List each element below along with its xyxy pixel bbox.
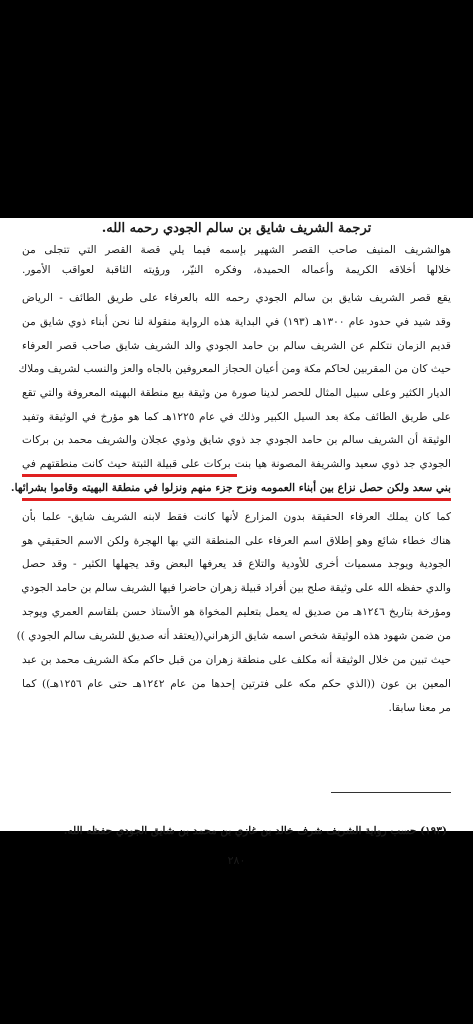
- page-number: ٢٨٠: [227, 854, 246, 867]
- body-line: مر معنا سابقا.: [388, 702, 451, 714]
- body-line: خلالها أخلاقه الكريمة وأعماله الحميدة، وفكره النيّر، ورؤيته الثاقبة لعواقب الأمور.: [22, 264, 451, 276]
- document-page: [0, 218, 473, 867]
- red-underline: [22, 474, 237, 477]
- body-line: يقع قصر الشريف شايق بن سالم الجودي رحمه الله بالعرفاء على طريق الطائف - الرياض: [22, 292, 451, 304]
- body-line: على طريق الطائف مكة بعد السيل الكبير وذلك في عام ١٢٢٥هـ كما هو مؤرخ في الوثيقة وتفيد: [22, 411, 451, 423]
- body-line: وقد شيد في حدود عام ١٣٠٠هـ (١٩٣) في البداية هذه الرواية منقولة لنا نحن أبناء ذوي شايق من: [22, 316, 451, 328]
- body-line: الديار الكثير وعلى سبيل المثال للحصر لدينا صورة من وثيقة بيع منطقة البهيته المعروفة والتي تقع: [22, 387, 451, 399]
- footnote-divider: [331, 792, 451, 793]
- body-line: الجودية ويوجد مسميات أخرى للأودية والتلاع قد يعرفها البعض وقد يجهلها الكثير - وقد حصل: [22, 558, 451, 570]
- body-line: هوالشريف المنيف صاحب القصر الشهير بإسمه فيما يلي قصة القصر التي تتجلى من: [22, 244, 451, 256]
- footnote: (١٩٣) حسب رواية الشريف شرف خالد بن غازي بن محمد بن شايق الجودي حفظه الله.: [63, 825, 447, 837]
- body-line-highlighted: بني سعد ولكن حصل نزاع بين أبناء العمومه ونزح جزء منهم ونزلوا في منطقة البهيته وقاموا بشرائها.: [10, 482, 451, 494]
- page-title: ترجمة الشريف شايق بن سالم الجودي رحمه الله.: [101, 221, 372, 236]
- body-line: الوثيقة أن الشريف سالم بن حامد الجودي جد ذوي شايق وذوي عجلان والشريف محمد بن بركات: [22, 434, 451, 446]
- body-line: الجودي جد ذوي سعيد والشريفة المصونة هيا بنت بركات على قبيلة الثبتة حيث كانت منطقتهم في: [22, 458, 451, 470]
- body-line: حيث كان من المقربين لحاكم مكة ومن أعيان الحجاز المعروفين بالجاه والعز والنسب لشريف وملاك: [18, 363, 451, 375]
- body-line: والدي حفظه الله على وثيقة صلح بين أفراد قبيلة زهران حاضرا فيها الشريف سالم بن حامد الجودي: [21, 582, 451, 594]
- body-line: ومؤرخة بتاريخ ١٢٤٦هـ من صديق له يعمل بتعليم المخواة هو الأستاذ حسن بلقاسم العمري ويوجد: [22, 606, 452, 618]
- body-line: قديم الزمان نتكلم عن الشريف سالم بن حامد الجودي والد الشريف شايق صاحب قصر العرفاء: [22, 340, 451, 352]
- red-underline: [22, 498, 451, 501]
- body-line: كما كان يملك العرفاء الحقيقة بدون المزارع لأنها كانت فقط لابنه الشريف شايق- علما بأن: [22, 511, 451, 523]
- body-line: حيث تبين من خلال الوثيقة أنه مكلف على منطقة زهران من قبل حاكم مكة الشريف محمد بن عبد: [22, 654, 451, 666]
- body-line: المعين بن عون ((الذي حكم مكه على فترتين إحدها من عام ١٢٤٢هـ حتى عام ١٢٥٦هـ)) كما: [22, 678, 451, 690]
- body-line: هناك خطاء شائع وهو إطلاق اسم العرفاء على المنطقة التي بها الهجرة ولكن الاسم الحقيقي هو: [22, 535, 451, 547]
- body-line: من ضمن شهود هذه الوثيقة شخص اسمه شايق الزهراني((يعتقد أنه صديق للشريف سالم الجودي )): [16, 630, 451, 642]
